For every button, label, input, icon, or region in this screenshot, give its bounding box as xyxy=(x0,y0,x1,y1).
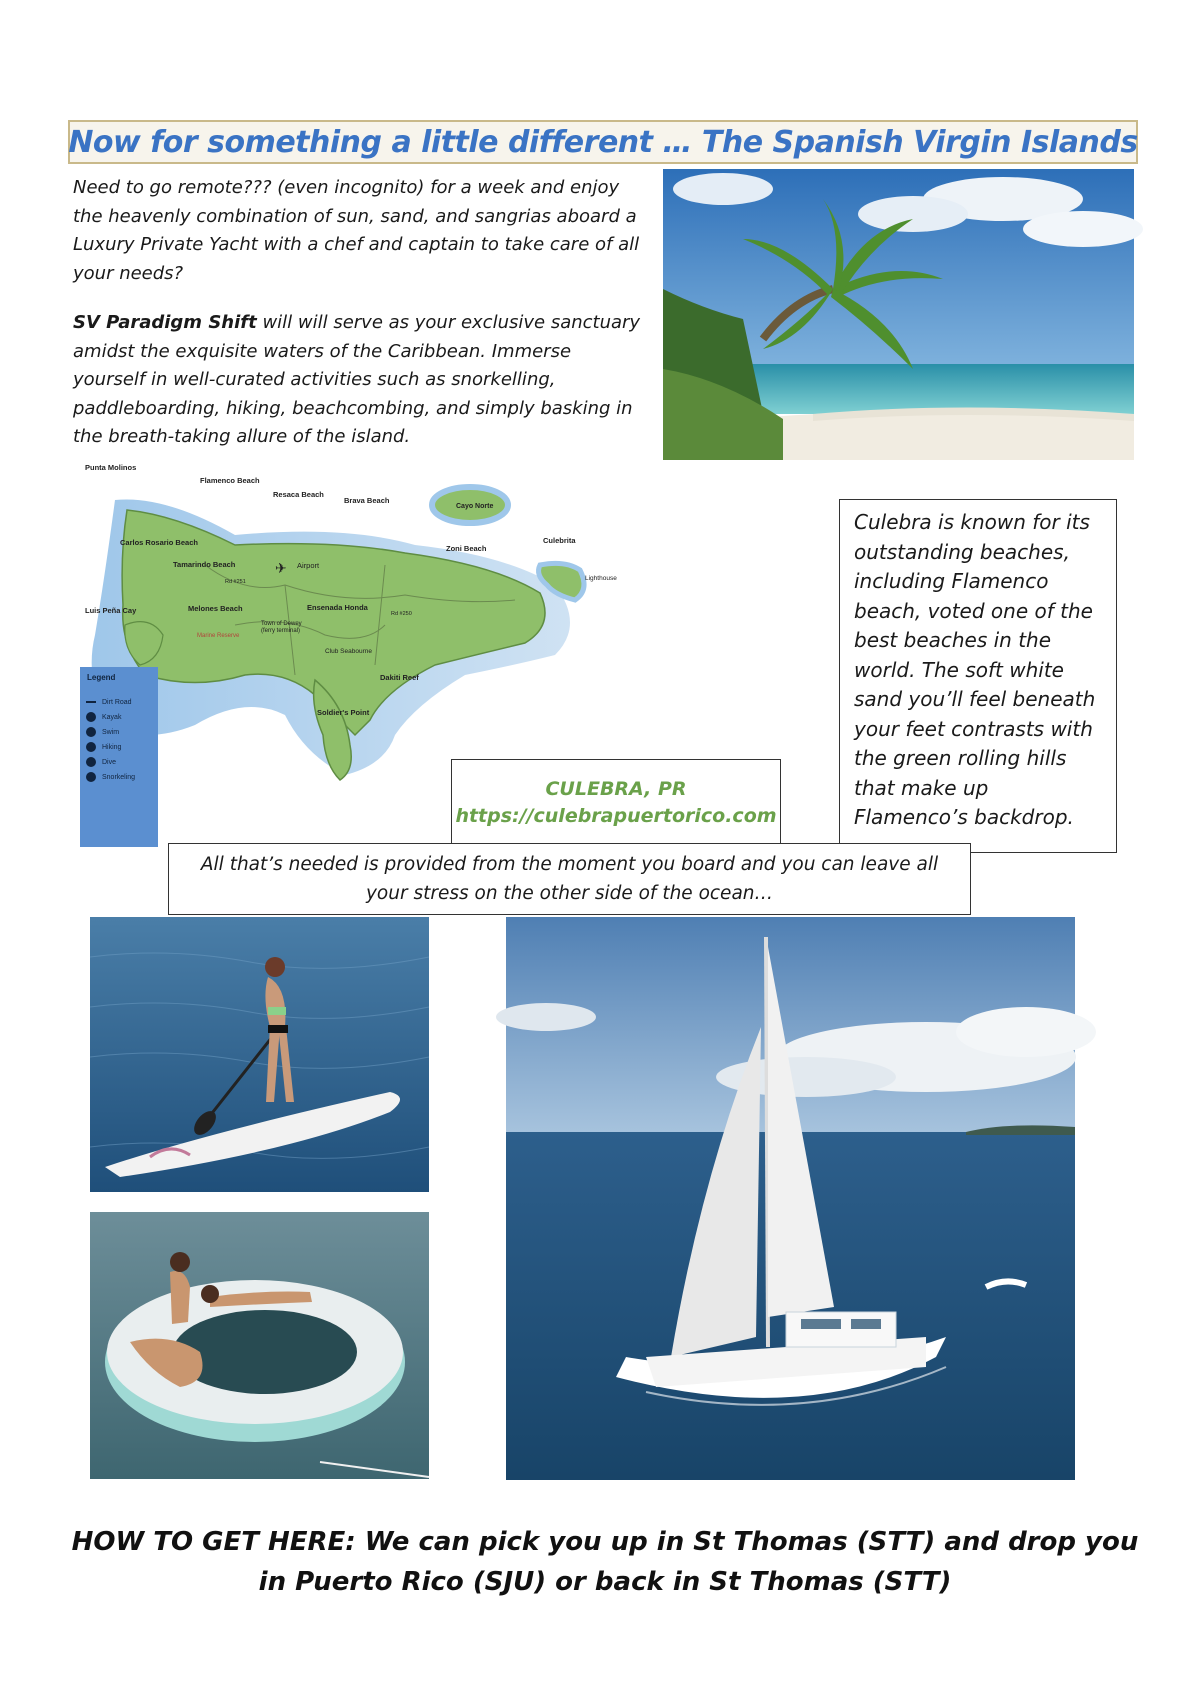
label-marine-reserve: Marine Reserve xyxy=(197,633,240,639)
label-punta-molinos: Punta Molinos xyxy=(85,463,137,472)
legend-item: Hiking xyxy=(86,740,162,755)
legend-item: Snorkeling xyxy=(86,770,162,785)
beach-palm-photo xyxy=(663,169,1134,460)
intro-paragraph-2 xyxy=(73,309,648,452)
snorkeling-icon xyxy=(86,772,96,782)
legend-item: Dirt Road xyxy=(86,695,162,710)
label-carlos-rosario: Carlos Rosario Beach xyxy=(120,538,198,547)
label-rd251: Rd #251 xyxy=(225,579,246,585)
label-ensenada-honda: Ensenada Honda xyxy=(307,603,368,612)
label-culebrita: Culebrita xyxy=(543,536,576,545)
legend-item: Kayak xyxy=(86,710,162,725)
culebra-link-box xyxy=(451,759,781,846)
label-zoni: Zoni Beach xyxy=(446,544,487,553)
floating-ring-photo xyxy=(90,1212,429,1479)
legend-item: Swim xyxy=(86,725,162,740)
how-to-get-here: HOW TO GET HERE: We can pick you up in St Thomas (STT) and drop you in Puerto Rico (SJU) or back in St Thomas (STT) xyxy=(71,1527,1139,1597)
label-town: Town of Dewey xyxy=(261,621,302,627)
kayak-icon xyxy=(86,712,96,722)
culebra-url-link[interactable]: https://culebrapuertorico.com xyxy=(455,804,777,827)
label-brava: Brava Beach xyxy=(344,496,390,505)
stress-note: All that’s needed is provided from the moment you board and you can leave all your stress on the other side of the ocean… xyxy=(200,854,939,904)
label-rd250: Rd #250 xyxy=(391,611,412,617)
swim-icon xyxy=(86,727,96,737)
airport-plane-icon: ✈ xyxy=(275,561,287,577)
label-tamarindo: Tamarindo Beach xyxy=(173,560,236,569)
hiking-icon xyxy=(86,742,96,752)
label-resaca: Resaca Beach xyxy=(273,490,324,499)
catamaran-photo xyxy=(506,917,1075,1480)
paddleboard-photo xyxy=(90,917,429,1192)
legend-items xyxy=(86,695,162,785)
dive-icon xyxy=(86,757,96,767)
page-title: Now for something a little different … The Spanish Virgin Islands xyxy=(68,124,1138,160)
label-cayo-norte: Cayo Norte xyxy=(456,503,494,510)
dirt-road-icon xyxy=(86,701,96,703)
label-ferry: (ferry terminal) xyxy=(261,628,301,634)
intro-paragraph-1: Need to go remote??? (even incognito) for a week and enjoy the heavenly combination of sun, sand, and sangrias aboard a Luxury Private Yacht with a chef and captain to take care of all your needs? xyxy=(73,177,640,284)
title-banner xyxy=(68,120,1138,164)
culebra-description-box xyxy=(839,499,1117,853)
label-luis-pena: Luis Peña Cay xyxy=(85,606,137,615)
intro-paragraph-2-text: will will serve as your exclusive sanctuary amidst the exquisite waters of the Caribbean. Immerse yourself in well-curated activities such as snorkelling, paddleboarding, hiking, beachcombing, and simply basking in the breath-taking allure of the island. xyxy=(73,312,641,447)
label-dakiti-reef: Dakiti Reef xyxy=(380,673,419,682)
label-flamenco: Flamenco Beach xyxy=(200,476,260,485)
legend-item: Dive xyxy=(86,755,162,770)
label-soldiers-point: Soldier's Point xyxy=(317,708,370,717)
culebra-label: CULEBRA, PR xyxy=(545,777,687,800)
vessel-name: SV Paradigm Shift xyxy=(73,312,257,333)
legend-title: Legend xyxy=(87,673,116,682)
label-club-seabourne: Club Seabourne xyxy=(325,648,372,655)
label-lighthouse: Lighthouse xyxy=(585,575,617,582)
stress-note-box xyxy=(168,843,971,915)
culebra-description: Culebra is known for its outstanding beaches, including Flamenco beach, voted one of the best beaches in the world. The soft white sand you’ll feel beneath your feet contrasts with the green rolling hills that make up Flamenco’s backdrop. xyxy=(854,510,1096,829)
label-melones: Melones Beach xyxy=(188,604,243,613)
label-airport: Airport xyxy=(297,561,320,570)
